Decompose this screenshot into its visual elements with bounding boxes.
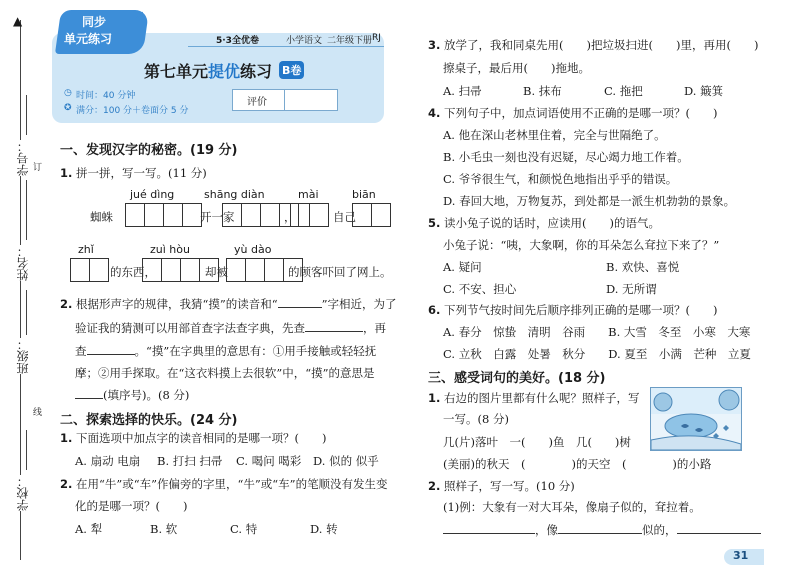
word-ziji: 自己	[333, 210, 356, 224]
s3-q1-line1-text: 右边的图片里都有什么呢？照样子，写	[444, 391, 640, 405]
s1-q2-line1a: 根据形声字的规律，我猜“摸”的读音和“	[76, 297, 278, 311]
s2-q5-number: 5.	[428, 216, 441, 230]
s2-q5	[428, 216, 660, 230]
word-queyu: 却被	[205, 265, 228, 279]
s2-q2-option-d[interactable]: D. 转	[310, 522, 338, 536]
s1-q2-line2a: 验证我的猜测可以用部首查字法查字典，先查	[75, 321, 305, 335]
section2-heading: 二、探索选择的快乐。(24 分)	[60, 413, 238, 428]
s1-q2-line1b: ”字相近，为了	[321, 297, 397, 311]
s2-q1-number: 1.	[60, 431, 73, 445]
full-score: 满分：100 分＋卷面分 5 分	[76, 106, 189, 116]
s1-q2-line4: 摩；②用手探取。在“这衣料摸上去很软”中，“摸”的意思是	[75, 366, 375, 380]
binding-mark-xian: 线	[33, 408, 43, 418]
pinyin-bian: biān	[352, 188, 376, 201]
page-number: 31	[733, 549, 749, 562]
s2-q4-option-d[interactable]: D. 春回大地，万物复苏，到处都是一派生机勃勃的景象。	[443, 194, 736, 208]
binding-mark-ding: 订	[33, 163, 43, 173]
s2-q5-option-c[interactable]: C. 不安、担心	[443, 282, 517, 296]
answer-box-bian[interactable]	[352, 203, 391, 227]
s1-q2-number: 2.	[60, 297, 73, 311]
blank-ending[interactable]	[677, 533, 761, 534]
s3-q2-text: 照样子，写一写。(10 分)	[444, 479, 575, 493]
pinyin-mai: mài	[298, 188, 319, 201]
answer-box-zhi[interactable]	[70, 258, 109, 282]
s3-q2-example: (1)例：大象有一对大耳朵，像扇子似的，耷拉着。	[443, 500, 701, 514]
blank-radical[interactable]	[305, 331, 363, 332]
s1-q2-line2b: ，再	[363, 321, 386, 335]
s2-q5-quote: 小兔子说：“咦，大象啊，你的耳朵怎么耷拉下来了？”	[443, 238, 720, 252]
s1-q2-line3a: 查	[75, 344, 87, 358]
s3-q2-answer-line	[443, 523, 761, 537]
clock-icon: ◷	[64, 88, 72, 98]
word-kaiyijia: 开一家	[200, 210, 235, 224]
s2-q2-option-b[interactable]: B. 软	[150, 522, 178, 536]
word-zhizhu: 蜘蛛	[90, 210, 113, 224]
s3-q2-like: ，像	[535, 523, 558, 537]
blank-subject[interactable]	[443, 533, 535, 534]
evaluation-label: 评价	[247, 97, 267, 108]
s2-q3-option-b[interactable]: B. 抹布	[523, 84, 562, 98]
series-name: 5·3全优卷	[216, 36, 259, 46]
pinyin-yudao: yù dào	[234, 243, 272, 256]
blank-similar-char[interactable]	[278, 307, 322, 308]
section1-heading: 一、发现汉字的秘密。(19 分)	[60, 143, 238, 158]
edition: RJ	[372, 33, 381, 43]
pinyin-shangdian: shāng diàn	[204, 188, 265, 201]
badge-line1: 同步	[82, 15, 107, 29]
s2-q1-option-b[interactable]: B. 打扫 扫帚	[157, 454, 223, 468]
student-id-label: 学号：	[16, 140, 30, 176]
word-guke: 的顾客吓回了网上。	[288, 265, 392, 279]
autumn-scene-illustration	[650, 387, 742, 451]
s3-q2-sida: 似的，	[642, 523, 677, 537]
s2-q1	[60, 431, 327, 445]
page-title	[144, 59, 272, 82]
s2-q4-option-b[interactable]: B. 小毛虫一刻也没有迟疑，尽心竭力地工作着。	[443, 150, 689, 164]
s2-q6-text: 下列节气按时间先后顺序排列正确的是哪一项？( )	[444, 303, 718, 317]
s3-q1-number: 1.	[428, 391, 441, 405]
grade: 二年级下册	[327, 36, 373, 46]
field-line-student-id	[26, 95, 27, 135]
s2-q2-line2: 化的是哪一项？( )	[75, 499, 188, 513]
s1-q2-line5	[75, 388, 189, 402]
s2-q2-option-a[interactable]: A. 犁	[75, 522, 103, 536]
s1-q1-text: 拼一拼，写一写。(11 分)	[76, 166, 207, 180]
school-label: 学校：	[16, 475, 30, 511]
s2-q4-text: 下列句子中，加点词语使用不正确的是哪一项？( )	[444, 106, 718, 120]
subject: 小学语文	[286, 36, 323, 46]
s2-q4-option-c[interactable]: C. 爷爷很生气，和颜悦色地指出乎乎的错误。	[443, 172, 678, 186]
evaluation-divider	[284, 89, 285, 110]
s3-q2-number: 2.	[428, 479, 441, 493]
word-comma: ，	[284, 210, 296, 224]
s1-q1-number: 1.	[60, 166, 73, 180]
star-icon: ✪	[64, 103, 72, 113]
s2-q3-number: 3.	[428, 38, 441, 52]
class-label: 班级：	[16, 338, 30, 374]
word-dedongxi: 的东西，	[110, 265, 156, 279]
s2-q6-options-ab[interactable]: A. 春分 惊蛰 清明 谷雨 B. 大雪 冬至 小寒 大寒	[443, 325, 751, 339]
rocket-icon: ➚	[132, 6, 146, 25]
s1-q2-line2	[75, 321, 386, 335]
time-limit: 时间：40 分钟	[76, 91, 136, 101]
pinyin-zhi: zhǐ	[78, 243, 94, 256]
answer-box-jueding[interactable]	[125, 203, 202, 227]
answer-box-mai[interactable]	[290, 203, 329, 227]
s2-q4-option-a[interactable]: A. 他在深山老林里住着，完全与世隔绝了。	[443, 128, 666, 142]
blank-simile[interactable]	[558, 533, 642, 534]
s3-q1-line4: (美丽)的秋天 ( )的天空 ( )的小路	[443, 457, 712, 471]
pinyin-zuihou: zuì hòu	[150, 243, 190, 256]
s1-q2-line3	[75, 344, 376, 358]
field-line-name	[26, 180, 27, 240]
s2-q2-line1-text: 在用“牛”或“车”作偏旁的字里，“牛”或“车”的笔顺没有发生变	[76, 477, 388, 491]
header-top-rule	[188, 46, 384, 47]
s2-q5-option-a[interactable]: A. 疑问	[443, 260, 482, 274]
s2-q3-option-a[interactable]: A. 扫帚	[443, 84, 482, 98]
s1-q1	[60, 166, 207, 180]
blank-meaning-number[interactable]	[75, 398, 103, 399]
s2-q4	[428, 106, 718, 120]
s2-q2-line1	[60, 477, 388, 491]
s2-q1-option-d[interactable]: D. 似的 似乎	[313, 454, 379, 468]
s2-q3-option-d[interactable]: D. 簸箕	[684, 84, 724, 98]
s2-q1-option-a[interactable]: A. 扇动 电扇	[75, 454, 141, 468]
title-highlight: 提优	[208, 62, 241, 81]
field-line-class	[26, 290, 27, 335]
s3-q2	[428, 479, 575, 493]
s3-q1-line3: 几(片)落叶 一( )鱼 几( )树	[443, 435, 631, 449]
badge-line2: 单元练习	[64, 32, 113, 46]
s2-q6	[428, 303, 718, 317]
field-line-school	[26, 430, 27, 470]
s2-q5-text: 读小兔子说的话时，应读用( )的语气。	[444, 216, 661, 230]
s2-q1-text: 下面选项中加点字的读音相同的是哪一项？( )	[76, 431, 327, 445]
s2-q4-number: 4.	[428, 106, 441, 120]
s2-q3-line1-text: 放学了，我和同桌先用( )把垃圾扫进( )里，再用( )	[444, 38, 759, 52]
s1-q2-line3b: 。“摸”在字典里的意思有：①用手接触或轻轻抚	[134, 344, 377, 358]
binding-mark-arrow: ▲	[13, 14, 23, 28]
title-suffix: 练习	[240, 62, 273, 81]
s1-q2-line1	[60, 297, 397, 311]
s2-q3-option-c[interactable]: C. 拖把	[604, 84, 643, 98]
s3-q1-line2: 一写。(8 分)	[443, 412, 509, 426]
s2-q2-number: 2.	[60, 477, 73, 491]
name-label: 姓名：	[16, 245, 30, 281]
s3-q1-line1	[428, 391, 640, 405]
blank-strokes[interactable]	[87, 354, 135, 355]
volume-badge: B卷	[279, 61, 304, 79]
section3-heading: 三、感受词句的美好。(18 分)	[428, 371, 606, 386]
s2-q5-option-d[interactable]: D. 无所谓	[606, 282, 657, 296]
s2-q6-number: 6.	[428, 303, 441, 317]
s2-q6-options-cd[interactable]: C. 立秋 白露 处暑 秋分 D. 夏至 小满 芒种 立夏	[443, 347, 751, 361]
title-prefix: 第七单元	[144, 62, 209, 81]
s2-q3-line1	[428, 38, 758, 52]
s2-q1-option-c[interactable]: C. 喝问 喝彩	[236, 454, 302, 468]
s2-q3-line2: 擦桌子，最后用( )拖地。	[443, 61, 590, 75]
pinyin-jueding: jué dìng	[130, 188, 175, 201]
s2-q2-option-c[interactable]: C. 特	[230, 522, 258, 536]
s2-q5-option-b[interactable]: B. 欢快、喜悦	[606, 260, 680, 274]
s1-q2-line5-text: (填序号)。(8 分)	[103, 388, 190, 402]
